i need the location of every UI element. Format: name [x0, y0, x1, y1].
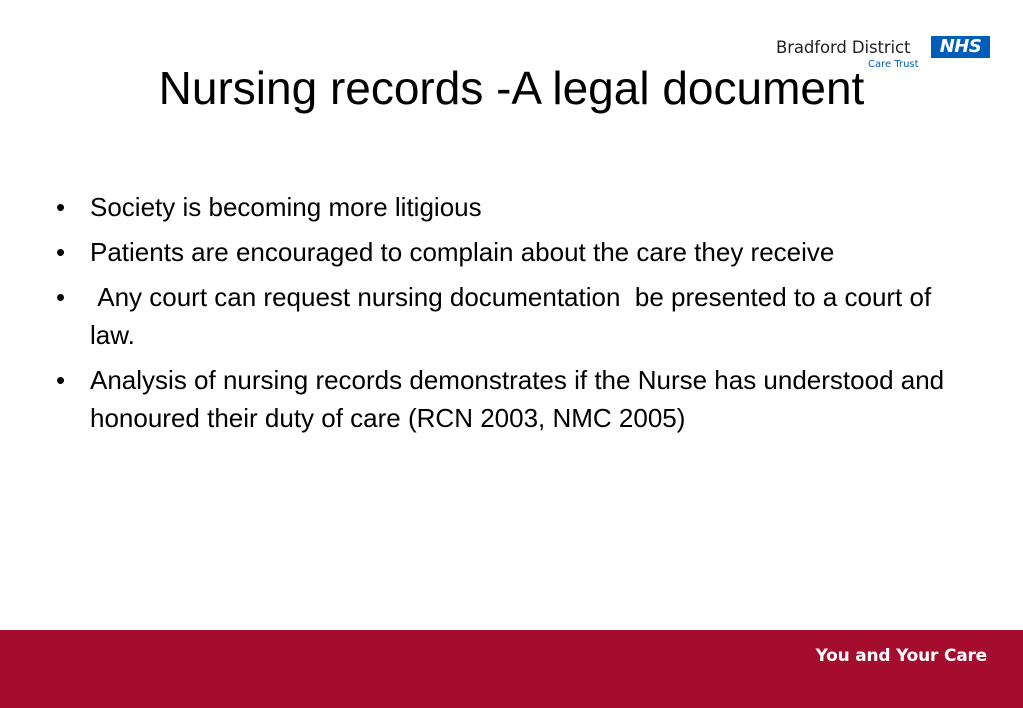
- logo-organization-name: Bradford District: [776, 38, 911, 57]
- logo-subtitle: Care Trust: [868, 59, 919, 70]
- bullet-list: [56, 188, 956, 444]
- bullet-marker: •: [56, 192, 66, 222]
- bullet-text: Society is becoming more litigious: [90, 192, 482, 222]
- bullet-marker: •: [56, 282, 66, 312]
- bullet-marker: •: [56, 365, 66, 395]
- bullet-text: Any court can request nursing documentation be presented to a court of law.: [90, 282, 939, 350]
- bullet-marker: •: [56, 237, 66, 267]
- bullet-text: Analysis of nursing records demonstrates if the Nurse has understood and honoured their duty of care (RCN 2003, NMC 2005): [90, 365, 952, 433]
- bullet-item: [56, 188, 956, 226]
- footer-band: [0, 630, 1023, 708]
- footer-tagline: You and Your Care: [815, 646, 987, 666]
- bullet-text: Patients are encouraged to complain about the care they receive: [90, 237, 835, 267]
- bullet-item: [56, 233, 956, 271]
- nhs-badge: NHS: [931, 36, 990, 58]
- bullet-item: [56, 278, 956, 354]
- bullet-item: [56, 361, 956, 437]
- slide-title: Nursing records -A legal document: [158, 62, 865, 114]
